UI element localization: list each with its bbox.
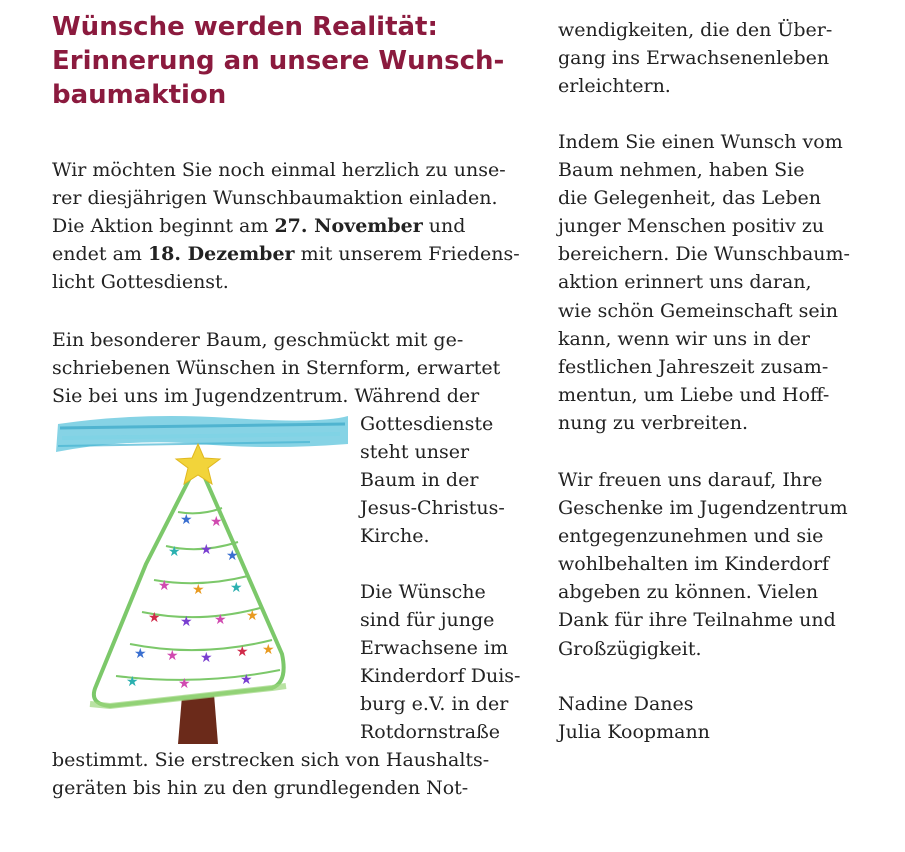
svg-text:★: ★ xyxy=(236,644,249,660)
svg-text:★: ★ xyxy=(246,608,259,624)
text-line: Dank für ihre Teilnahme und xyxy=(558,609,836,632)
text-line: die Gelegenheit, das Leben xyxy=(558,187,821,210)
text-line: nung zu verbreiten. xyxy=(558,411,748,434)
text-line xyxy=(52,240,520,268)
text-line: Ein besonderer Baum, geschmückt mit ge- xyxy=(52,329,464,351)
text-line: junger Menschen positiv zu xyxy=(558,215,825,238)
sky-band xyxy=(56,416,348,452)
text-line: wendigkeiten, die den Über- xyxy=(558,19,833,41)
svg-text:★: ★ xyxy=(178,676,191,692)
svg-text:★: ★ xyxy=(158,578,171,594)
text-line: Indem Sie einen Wunsch vom xyxy=(558,131,843,153)
paragraph-wishes-wrap xyxy=(360,578,520,747)
text-line: Rotdornstraße xyxy=(360,721,501,744)
text-line: steht unser xyxy=(360,441,470,464)
text-line: burg e.V. in der xyxy=(360,693,509,716)
text-line: bestimmt. Sie erstrecken sich von Haushalts- xyxy=(52,749,490,771)
paragraph-thanks xyxy=(558,466,848,663)
text-line: Sie bei uns im Jugendzentrum. Während der xyxy=(52,385,480,408)
title-line-2: Erinnerung an unsere Wunsch- xyxy=(52,46,505,76)
svg-text:★: ★ xyxy=(126,674,139,690)
text-line: licht Gottesdienst. xyxy=(52,271,229,294)
tree-trunk xyxy=(178,694,218,744)
paragraph-wishes xyxy=(52,746,489,802)
text-segment: Die Aktion beginnt am xyxy=(52,215,275,238)
ornament-stars xyxy=(126,512,275,692)
text-line: Baum in der xyxy=(360,469,479,492)
title-line-3: baumaktion xyxy=(52,80,227,110)
text-line: geräten bis hin zu den grundlegenden Not- xyxy=(52,777,469,800)
text-line xyxy=(52,212,520,240)
text-line: gang ins Erwachsenenleben xyxy=(558,47,830,70)
text-line: Geschenke im Jugendzentrum xyxy=(558,497,848,520)
text-line: Die Wünsche xyxy=(360,581,486,603)
paragraph-invitation xyxy=(52,156,520,296)
svg-text:★: ★ xyxy=(168,544,181,560)
text-segment: endet am xyxy=(52,243,148,266)
start-date: 27. November xyxy=(274,215,423,238)
svg-text:★: ★ xyxy=(214,612,227,628)
svg-text:★: ★ xyxy=(230,580,243,596)
text-line: entgegenzunehmen und sie xyxy=(558,525,824,548)
svg-text:★: ★ xyxy=(180,512,193,528)
svg-text:★: ★ xyxy=(210,514,223,530)
signature-name: Julia Koopmann xyxy=(558,721,710,744)
text-line: bereichern. Die Wunschbaum- xyxy=(558,243,850,266)
svg-text:★: ★ xyxy=(226,548,239,564)
svg-text:★: ★ xyxy=(148,610,161,626)
text-line: mentun, um Liebe und Hoff- xyxy=(558,383,830,406)
text-line: Jesus-Christus- xyxy=(360,497,505,520)
tree-topper-star-icon xyxy=(176,444,220,484)
svg-text:★: ★ xyxy=(180,614,193,630)
text-line: erleichtern. xyxy=(558,75,671,98)
text-line: rer diesjährigen Wunschbaumaktion einladen. xyxy=(52,187,498,210)
text-line: festlichen Jahreszeit zusam- xyxy=(558,355,829,378)
christmas-tree-drawing xyxy=(50,404,350,750)
article-title xyxy=(52,10,532,112)
text-line: wie schön Gemeinschaft sein xyxy=(558,299,838,322)
text-line: Erwachsene im xyxy=(360,637,509,660)
paragraph-enrich xyxy=(558,128,850,437)
text-segment: und xyxy=(422,215,466,238)
end-date: 18. Dezember xyxy=(147,243,295,266)
text-line: schriebenen Wünschen in Sternform, erwartet xyxy=(52,357,501,380)
text-line: Wir möchten Sie noch einmal herzlich zu unse- xyxy=(52,159,506,181)
text-line: wohlbehalten im Kinderdorf xyxy=(558,553,830,576)
svg-text:★: ★ xyxy=(134,646,147,662)
text-line: Kirche. xyxy=(360,525,430,548)
signatures xyxy=(558,690,710,746)
svg-text:★: ★ xyxy=(166,648,179,664)
svg-text:★: ★ xyxy=(240,672,253,688)
svg-text:★: ★ xyxy=(262,642,275,658)
svg-text:★: ★ xyxy=(200,650,213,666)
text-line: Großzügigkeit. xyxy=(558,637,702,660)
text-line: aktion erinnert uns daran, xyxy=(558,271,812,294)
text-line: Gottesdienste xyxy=(360,413,494,435)
paragraph-wishes-cont xyxy=(558,16,832,100)
text-line: sind für junge xyxy=(360,609,495,632)
paragraph-tree-wrap xyxy=(360,410,505,550)
title-line-1: Wünsche werden Realität: xyxy=(52,12,438,42)
signature-name: Nadine Danes xyxy=(558,693,694,715)
text-line: Wir freuen uns darauf, Ihre xyxy=(558,469,823,491)
text-line: Baum nehmen, haben Sie xyxy=(558,159,805,182)
text-line: Kinderdorf Duis- xyxy=(360,665,521,688)
text-line: kann, wenn wir uns in der xyxy=(558,327,810,350)
svg-text:★: ★ xyxy=(200,542,213,558)
text-line: abgeben zu können. Vielen xyxy=(558,581,819,604)
text-segment: mit unserem Friedens- xyxy=(294,243,520,266)
paragraph-tree xyxy=(52,326,500,410)
svg-text:★: ★ xyxy=(192,582,205,598)
